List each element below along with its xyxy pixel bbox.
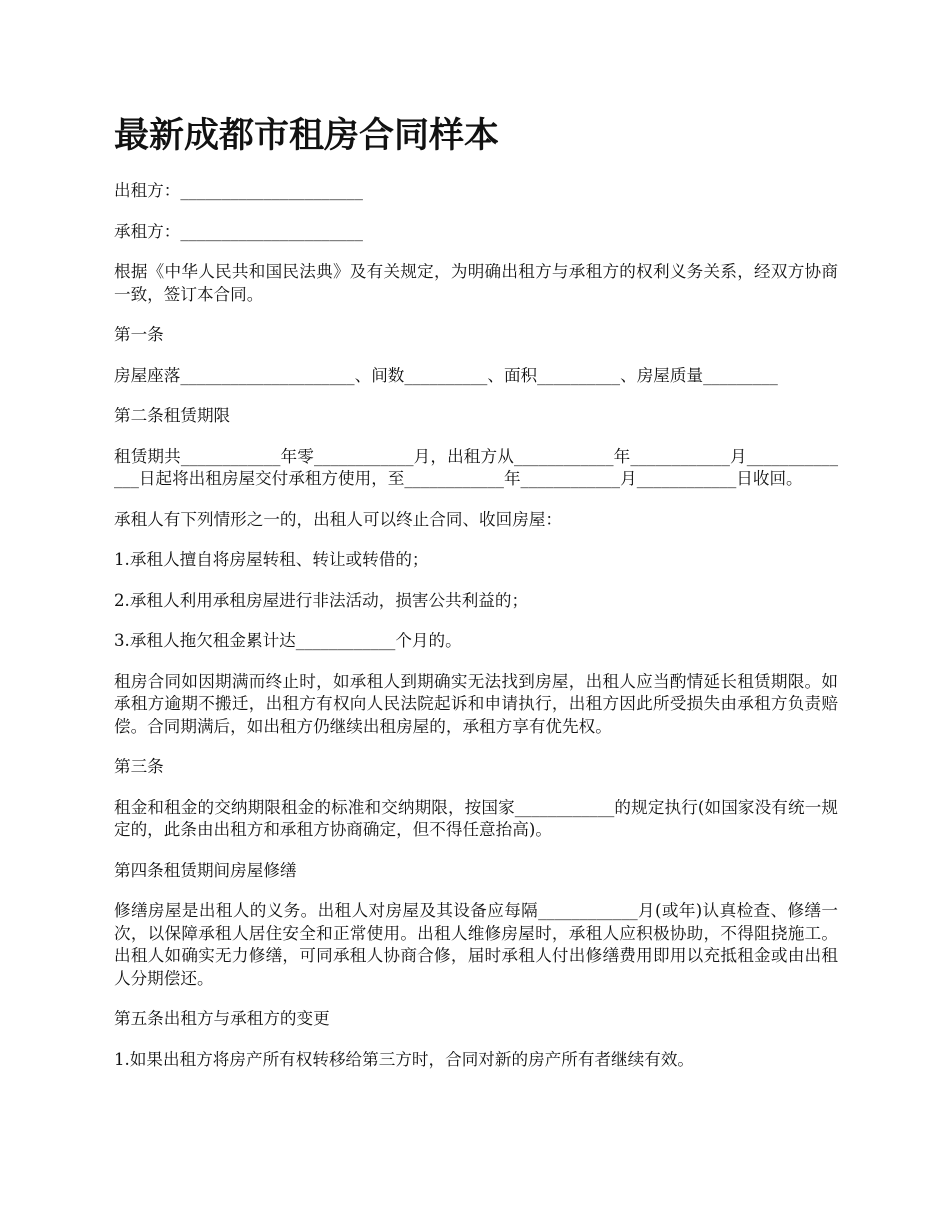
lessor-line: 出租方：______________________ — [114, 181, 363, 200]
repair-paragraph: 修缮房屋是出租人的义务。出租人对房屋及其设备应每隔____________月(或年)认真检查、修缮一次，以保障承租人居住安全和正常使用。出租人维修房屋时，承租人应积极协助，不得阻挠施工。出租人如确实无力修缮，可同承租人协商合修，届时承租人付出修缮费用即用以充抵租金或由出租人分期偿还。 — [114, 901, 838, 988]
article-3-heading: 第三条 — [114, 757, 164, 776]
expiry-paragraph: 租房合同如因期满而终止时，如承租人到期确实无法找到房屋，出租人应当酌情延长租赁期限。如承租方逾期不搬迁，出租方有权向人民法院起诉和申请执行，出租方因此所受损失由承租方负责赔偿。合同期满后，如出租方仍继续出租房屋的，承租方享有优先权。 — [114, 671, 838, 736]
document-title: 最新成都市租房合同样本 — [114, 116, 500, 156]
change-item-1: 1.如果出租方将房产所有权转移给第三方时，合同对新的房产所有者继续有效。 — [114, 1049, 695, 1069]
article-2-heading: 第二条租赁期限 — [114, 406, 231, 425]
article-4-heading: 第四条租赁期间房屋修缮 — [114, 860, 297, 880]
rent-paragraph: 租金和租金的交纳期限租金的标准和交纳期限，按国家____________的规定执行(如国家没有统一规定的，此条由出租方和承租方协商确定，但不得任意抬高)。 — [114, 797, 838, 839]
preamble-paragraph: 根据《中华人民共和国民法典》及有关规定，为明确出租方与承租方的权利义务关系，经双方协商一致，签订本合同。 — [114, 262, 838, 304]
termination-intro: 承租人有下列情形之一的，出租人可以终止合同、收回房屋： — [114, 509, 563, 529]
article-1-heading: 第一条 — [114, 325, 164, 344]
article-5-heading: 第五条出租方与承租方的变更 — [114, 1009, 330, 1028]
termination-item-2: 2.承租人利用承租房屋进行非法活动，损害公共利益的； — [114, 590, 529, 610]
article-1-body: 房屋座落_____________________、间数__________、面积__________、房屋质量_________ — [114, 365, 778, 385]
termination-item-1: 1.承租人擅自将房屋转租、转让或转借的； — [114, 550, 429, 569]
lease-term-paragraph: 租赁期共____________年零____________月，出租方从____________年____________月______________日起将出租房屋交付承租方使用，至____________年____________月____________日收回。 — [114, 446, 838, 488]
termination-item-3: 3.承租人拖欠租金累计达____________个月的。 — [114, 631, 462, 650]
lessee-line: 承租方：______________________ — [114, 221, 363, 241]
